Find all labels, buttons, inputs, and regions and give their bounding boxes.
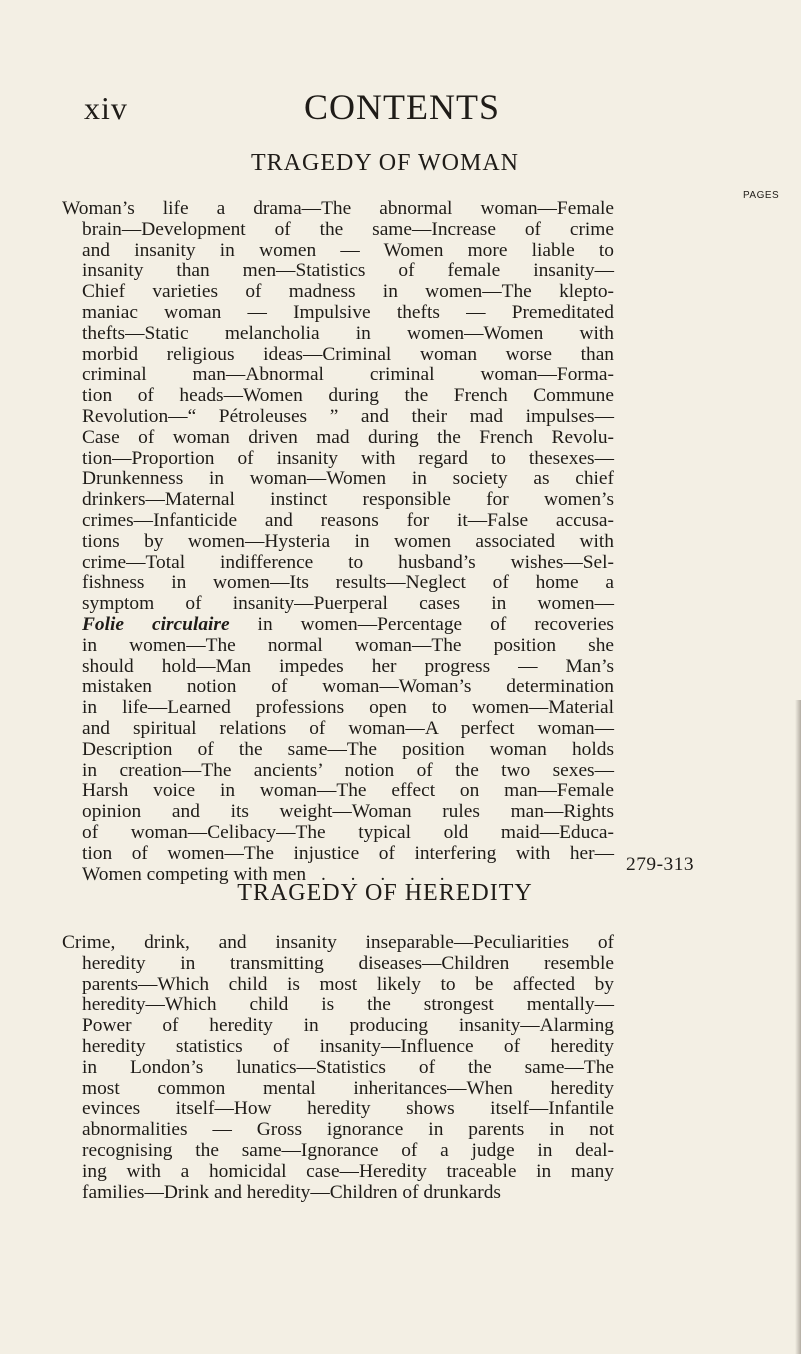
summary-line: tion of heads—Women during the French Commune: [82, 385, 614, 407]
summary-line: heredity—Which child is the strongest mentally—: [82, 994, 614, 1016]
summary-line: parents—Which child is most likely to be affected by: [82, 973, 614, 995]
summary-line: heredity in transmitting diseases—Children resemble: [82, 952, 614, 974]
summary-line: families—Drink and heredity—Children of drunkards: [82, 1181, 501, 1203]
summary-line: tions by women—Hysteria in women associated with: [82, 530, 614, 552]
summary-line: thefts—Static melancholia in women—Women with: [82, 322, 614, 344]
page-edge-shadow: [795, 700, 801, 1354]
section-title-tragedy-of-woman: TRAGEDY OF WOMAN: [251, 150, 519, 176]
summary-line: recognising the same—Ignorance of a judge in deal-: [82, 1139, 614, 1161]
summary-line: in creation—The ancients’ notion of the two sexes—: [82, 759, 614, 781]
summary-line: insanity than men—Statistics of female insanity—: [82, 260, 614, 282]
section-summary-tragedy-of-heredity: [62, 933, 614, 1203]
summary-line: tion—Proportion of insanity with regard to thesexes—: [82, 447, 614, 469]
summary-line: Drunkenness in woman—Women in society as chief: [82, 468, 614, 490]
summary-line: and spiritual relations of woman—A perfect woman—: [82, 717, 614, 739]
summary-line: symptom of insanity—Puerperal cases in women—: [82, 593, 614, 615]
summary-line: Chief varieties of madness in women—The klepto-: [82, 281, 614, 303]
summary-line: opinion and its weight—Woman rules man—Rights: [82, 801, 614, 823]
page-number: xiv: [84, 90, 128, 126]
summary-line: crimes—Infanticide and reasons for it—False accusa-: [82, 509, 614, 531]
section-title-tragedy-of-heredity: TRAGEDY OF HEREDITY: [237, 880, 533, 906]
summary-line: fishness in women—Its results—Neglect of home a: [82, 572, 614, 594]
summary-line: Harsh voice in woman—The effect on man—Female: [82, 780, 614, 802]
summary-line: brain—Development of the same—Increase of crime: [82, 218, 614, 240]
summary-line: Case of woman driven mad during the French Revolu-: [82, 426, 614, 448]
summary-line: evinces itself—How heredity shows itself—Infantile: [82, 1098, 614, 1120]
summary-line: morbid religious ideas—Criminal woman worse than: [82, 343, 614, 365]
summary-line: Folie circulaire in women—Percentage of recoveries: [82, 613, 614, 635]
summary-line: heredity statistics of insanity—Influence of heredity: [82, 1035, 614, 1057]
summary-line: ing with a homicidal case—Heredity traceable in many: [82, 1160, 614, 1182]
summary-line: Crime, drink, and insanity inseparable—Peculiarities of: [62, 932, 614, 953]
summary-line: criminal man—Abnormal criminal woman—Forma-: [82, 364, 614, 386]
summary-line: Revolution—“ Pétroleuses ” and their mad impulses—: [82, 405, 614, 427]
leader-dots: . . . . .: [306, 863, 455, 885]
summary-line: mistaken notion of woman—Woman’s determination: [82, 676, 614, 698]
summary-line: drinkers—Maternal instinct responsible for women’s: [82, 489, 614, 511]
summary-line: in London’s lunatics—Statistics of the same—The: [82, 1056, 614, 1078]
summary-line: Women competing with men . . . . .: [82, 863, 455, 885]
section-summary-tragedy-of-woman: [62, 199, 614, 885]
italic-term: Folie circulaire: [82, 613, 230, 635]
summary-line: Power of heredity in producing insanity—Alarming: [82, 1015, 614, 1037]
summary-line: maniac woman — Impulsive thefts — Premeditated: [82, 301, 614, 323]
summary-line: and insanity in women — Women more liable to: [82, 239, 614, 261]
page-header: [84, 86, 644, 136]
summary-line: abnormalities — Gross ignorance in parents in not: [82, 1119, 614, 1141]
pages-column-label: PAGES: [743, 190, 780, 201]
summary-line: should hold—Man impedes her progress — Man’s: [82, 655, 614, 677]
summary-line: Description of the same—The position woman holds: [82, 738, 614, 760]
summary-line: crime—Total indifference to husband’s wishes—Sel-: [82, 551, 614, 573]
summary-line: tion of women—The injustice of interfering with her—: [82, 842, 614, 864]
page-range-tragedy-of-woman: 279-313: [626, 854, 695, 875]
summary-line: Woman’s life a drama—The abnormal woman—Female: [62, 198, 614, 219]
summary-line: in life—Learned professions open to women—Material: [82, 697, 614, 719]
summary-line: of woman—Celibacy—The typical old maid—Educa-: [82, 821, 614, 843]
running-title: CONTENTS: [304, 87, 500, 127]
summary-line: in women—The normal woman—The position she: [82, 634, 614, 656]
summary-line: most common mental inheritances—When heredity: [82, 1077, 614, 1099]
